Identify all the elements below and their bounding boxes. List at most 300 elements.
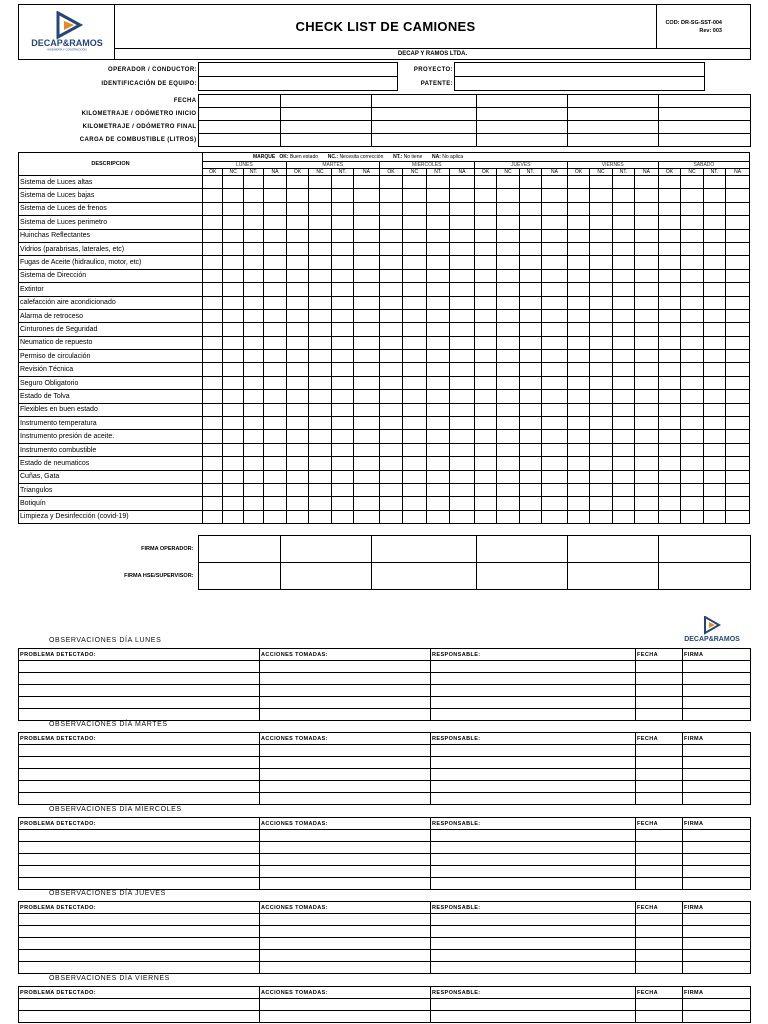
check-cell[interactable] <box>474 323 496 336</box>
check-cell[interactable] <box>567 296 589 309</box>
check-cell[interactable] <box>264 430 286 443</box>
check-cell[interactable] <box>681 483 703 496</box>
check-cell[interactable] <box>612 296 634 309</box>
observation-cell[interactable] <box>19 999 260 1011</box>
check-cell[interactable] <box>354 376 380 389</box>
check-cell[interactable] <box>590 483 612 496</box>
check-cell[interactable] <box>403 296 427 309</box>
check-cell[interactable] <box>635 309 659 322</box>
check-cell[interactable] <box>519 497 541 510</box>
check-cell[interactable] <box>567 189 589 202</box>
check-cell[interactable] <box>590 216 612 229</box>
check-cell[interactable] <box>474 497 496 510</box>
check-cell[interactable] <box>354 216 380 229</box>
observation-cell[interactable] <box>19 914 260 926</box>
observation-cell[interactable] <box>431 842 636 854</box>
check-cell[interactable] <box>590 510 612 523</box>
observation-cell[interactable] <box>19 757 260 769</box>
check-cell[interactable] <box>497 256 519 269</box>
check-cell[interactable] <box>658 229 680 242</box>
check-cell[interactable] <box>726 390 750 403</box>
check-cell[interactable] <box>426 216 450 229</box>
check-cell[interactable] <box>354 309 380 322</box>
observation-cell[interactable] <box>683 1011 751 1023</box>
fuel-cell[interactable] <box>371 134 476 147</box>
check-cell[interactable] <box>286 443 308 456</box>
check-cell[interactable] <box>542 483 568 496</box>
check-cell[interactable] <box>612 202 634 215</box>
check-cell[interactable] <box>519 510 541 523</box>
km-end-cell[interactable] <box>198 121 280 134</box>
check-cell[interactable] <box>243 283 263 296</box>
observation-cell[interactable] <box>683 685 751 697</box>
observation-cell[interactable] <box>636 661 683 673</box>
check-cell[interactable] <box>354 470 380 483</box>
observation-cell[interactable] <box>19 878 260 890</box>
observation-cell[interactable] <box>19 697 260 709</box>
check-cell[interactable] <box>519 443 541 456</box>
observation-cell[interactable] <box>431 878 636 890</box>
check-cell[interactable] <box>497 336 519 349</box>
check-cell[interactable] <box>202 510 222 523</box>
check-cell[interactable] <box>379 417 403 430</box>
check-cell[interactable] <box>379 350 403 363</box>
check-cell[interactable] <box>567 309 589 322</box>
check-cell[interactable] <box>474 242 496 255</box>
check-cell[interactable] <box>542 323 568 336</box>
observation-cell[interactable] <box>636 685 683 697</box>
observation-cell[interactable] <box>19 842 260 854</box>
observation-cell[interactable] <box>19 1011 260 1023</box>
observation-cell[interactable] <box>19 866 260 878</box>
check-cell[interactable] <box>243 483 263 496</box>
check-cell[interactable] <box>426 510 450 523</box>
check-cell[interactable] <box>703 376 725 389</box>
check-cell[interactable] <box>612 323 634 336</box>
check-cell[interactable] <box>681 510 703 523</box>
check-cell[interactable] <box>474 269 496 282</box>
check-cell[interactable] <box>223 417 243 430</box>
check-cell[interactable] <box>354 189 380 202</box>
check-cell[interactable] <box>243 202 263 215</box>
observation-cell[interactable] <box>431 950 636 962</box>
check-cell[interactable] <box>426 269 450 282</box>
check-cell[interactable] <box>497 403 519 416</box>
check-cell[interactable] <box>542 390 568 403</box>
check-cell[interactable] <box>474 309 496 322</box>
check-cell[interactable] <box>497 176 519 189</box>
check-cell[interactable] <box>497 510 519 523</box>
check-cell[interactable] <box>726 417 750 430</box>
km-start-cell[interactable] <box>280 108 371 121</box>
check-cell[interactable] <box>519 202 541 215</box>
check-cell[interactable] <box>450 309 475 322</box>
check-cell[interactable] <box>612 256 634 269</box>
check-cell[interactable] <box>590 350 612 363</box>
check-cell[interactable] <box>264 216 286 229</box>
check-cell[interactable] <box>658 376 680 389</box>
check-cell[interactable] <box>450 457 475 470</box>
check-cell[interactable] <box>450 202 475 215</box>
check-cell[interactable] <box>519 390 541 403</box>
observation-cell[interactable] <box>683 830 751 842</box>
check-cell[interactable] <box>612 216 634 229</box>
observation-cell[interactable] <box>683 745 751 757</box>
check-cell[interactable] <box>309 269 331 282</box>
observation-cell[interactable] <box>260 757 431 769</box>
check-cell[interactable] <box>354 323 380 336</box>
check-cell[interactable] <box>403 202 427 215</box>
observation-cell[interactable] <box>431 697 636 709</box>
check-cell[interactable] <box>635 229 659 242</box>
check-cell[interactable] <box>286 296 308 309</box>
date-cell[interactable] <box>371 95 476 108</box>
check-cell[interactable] <box>223 283 243 296</box>
check-cell[interactable] <box>403 390 427 403</box>
check-cell[interactable] <box>354 350 380 363</box>
check-cell[interactable] <box>223 483 243 496</box>
check-cell[interactable] <box>635 323 659 336</box>
check-cell[interactable] <box>474 483 496 496</box>
operator-signature-cell[interactable] <box>371 536 476 563</box>
check-cell[interactable] <box>354 336 380 349</box>
operator-field[interactable] <box>198 62 398 77</box>
check-cell[interactable] <box>703 242 725 255</box>
observation-cell[interactable] <box>683 962 751 974</box>
check-cell[interactable] <box>264 497 286 510</box>
check-cell[interactable] <box>286 483 308 496</box>
observation-cell[interactable] <box>19 793 260 805</box>
observation-cell[interactable] <box>683 757 751 769</box>
supervisor-signature-cell[interactable] <box>198 563 280 590</box>
check-cell[interactable] <box>703 269 725 282</box>
check-cell[interactable] <box>658 497 680 510</box>
check-cell[interactable] <box>202 189 222 202</box>
check-cell[interactable] <box>354 229 380 242</box>
check-cell[interactable] <box>354 176 380 189</box>
check-cell[interactable] <box>309 202 331 215</box>
check-cell[interactable] <box>264 363 286 376</box>
check-cell[interactable] <box>450 216 475 229</box>
check-cell[interactable] <box>379 296 403 309</box>
check-cell[interactable] <box>309 430 331 443</box>
check-cell[interactable] <box>497 350 519 363</box>
check-cell[interactable] <box>726 363 750 376</box>
check-cell[interactable] <box>567 336 589 349</box>
check-cell[interactable] <box>223 430 243 443</box>
check-cell[interactable] <box>403 256 427 269</box>
check-cell[interactable] <box>243 323 263 336</box>
check-cell[interactable] <box>264 323 286 336</box>
check-cell[interactable] <box>497 376 519 389</box>
observation-cell[interactable] <box>636 854 683 866</box>
check-cell[interactable] <box>331 256 353 269</box>
check-cell[interactable] <box>612 457 634 470</box>
operator-signature-cell[interactable] <box>198 536 280 563</box>
observation-cell[interactable] <box>19 830 260 842</box>
observation-cell[interactable] <box>19 661 260 673</box>
check-cell[interactable] <box>243 510 263 523</box>
check-cell[interactable] <box>223 363 243 376</box>
check-cell[interactable] <box>426 202 450 215</box>
check-cell[interactable] <box>658 510 680 523</box>
check-cell[interactable] <box>519 470 541 483</box>
check-cell[interactable] <box>243 256 263 269</box>
km-end-cell[interactable] <box>567 121 658 134</box>
observation-cell[interactable] <box>431 673 636 685</box>
check-cell[interactable] <box>519 363 541 376</box>
check-cell[interactable] <box>726 443 750 456</box>
check-cell[interactable] <box>474 363 496 376</box>
check-cell[interactable] <box>426 323 450 336</box>
check-cell[interactable] <box>542 283 568 296</box>
check-cell[interactable] <box>264 336 286 349</box>
check-cell[interactable] <box>223 202 243 215</box>
observation-cell[interactable] <box>260 926 431 938</box>
check-cell[interactable] <box>658 483 680 496</box>
check-cell[interactable] <box>635 350 659 363</box>
check-cell[interactable] <box>726 283 750 296</box>
observation-cell[interactable] <box>636 926 683 938</box>
check-cell[interactable] <box>243 176 263 189</box>
check-cell[interactable] <box>590 202 612 215</box>
check-cell[interactable] <box>474 229 496 242</box>
check-cell[interactable] <box>309 497 331 510</box>
check-cell[interactable] <box>542 309 568 322</box>
check-cell[interactable] <box>243 269 263 282</box>
check-cell[interactable] <box>612 470 634 483</box>
check-cell[interactable] <box>243 430 263 443</box>
check-cell[interactable] <box>612 336 634 349</box>
check-cell[interactable] <box>202 176 222 189</box>
check-cell[interactable] <box>450 229 475 242</box>
fuel-cell[interactable] <box>198 134 280 147</box>
check-cell[interactable] <box>590 376 612 389</box>
check-cell[interactable] <box>703 323 725 336</box>
check-cell[interactable] <box>286 497 308 510</box>
check-cell[interactable] <box>354 202 380 215</box>
observation-cell[interactable] <box>636 781 683 793</box>
observation-cell[interactable] <box>260 673 431 685</box>
check-cell[interactable] <box>590 242 612 255</box>
check-cell[interactable] <box>223 403 243 416</box>
check-cell[interactable] <box>403 350 427 363</box>
check-cell[interactable] <box>379 363 403 376</box>
check-cell[interactable] <box>567 443 589 456</box>
check-cell[interactable] <box>331 483 353 496</box>
check-cell[interactable] <box>497 390 519 403</box>
check-cell[interactable] <box>542 216 568 229</box>
observation-cell[interactable] <box>431 999 636 1011</box>
check-cell[interactable] <box>309 403 331 416</box>
check-cell[interactable] <box>567 497 589 510</box>
check-cell[interactable] <box>309 376 331 389</box>
check-cell[interactable] <box>474 376 496 389</box>
check-cell[interactable] <box>286 363 308 376</box>
observation-cell[interactable] <box>636 938 683 950</box>
check-cell[interactable] <box>403 510 427 523</box>
check-cell[interactable] <box>590 417 612 430</box>
check-cell[interactable] <box>379 189 403 202</box>
check-cell[interactable] <box>309 390 331 403</box>
check-cell[interactable] <box>202 457 222 470</box>
check-cell[interactable] <box>331 510 353 523</box>
check-cell[interactable] <box>567 229 589 242</box>
check-cell[interactable] <box>379 497 403 510</box>
check-cell[interactable] <box>331 269 353 282</box>
observation-cell[interactable] <box>431 914 636 926</box>
check-cell[interactable] <box>264 403 286 416</box>
check-cell[interactable] <box>497 483 519 496</box>
check-cell[interactable] <box>703 350 725 363</box>
check-cell[interactable] <box>403 336 427 349</box>
check-cell[interactable] <box>590 189 612 202</box>
check-cell[interactable] <box>635 242 659 255</box>
observation-cell[interactable] <box>636 709 683 721</box>
observation-cell[interactable] <box>683 914 751 926</box>
check-cell[interactable] <box>542 457 568 470</box>
check-cell[interactable] <box>474 457 496 470</box>
check-cell[interactable] <box>403 376 427 389</box>
check-cell[interactable] <box>286 283 308 296</box>
check-cell[interactable] <box>681 457 703 470</box>
check-cell[interactable] <box>426 296 450 309</box>
check-cell[interactable] <box>726 216 750 229</box>
observation-cell[interactable] <box>260 950 431 962</box>
check-cell[interactable] <box>331 497 353 510</box>
check-cell[interactable] <box>474 202 496 215</box>
check-cell[interactable] <box>264 417 286 430</box>
check-cell[interactable] <box>658 457 680 470</box>
check-cell[interactable] <box>567 510 589 523</box>
check-cell[interactable] <box>264 189 286 202</box>
check-cell[interactable] <box>474 256 496 269</box>
observation-cell[interactable] <box>636 793 683 805</box>
check-cell[interactable] <box>658 242 680 255</box>
check-cell[interactable] <box>403 497 427 510</box>
date-cell[interactable] <box>198 95 280 108</box>
observation-cell[interactable] <box>683 697 751 709</box>
check-cell[interactable] <box>403 323 427 336</box>
check-cell[interactable] <box>426 363 450 376</box>
date-cell[interactable] <box>280 95 371 108</box>
check-cell[interactable] <box>658 417 680 430</box>
observation-cell[interactable] <box>431 709 636 721</box>
check-cell[interactable] <box>331 309 353 322</box>
check-cell[interactable] <box>286 350 308 363</box>
check-cell[interactable] <box>354 403 380 416</box>
observation-cell[interactable] <box>260 745 431 757</box>
check-cell[interactable] <box>202 283 222 296</box>
check-cell[interactable] <box>612 417 634 430</box>
check-cell[interactable] <box>635 430 659 443</box>
check-cell[interactable] <box>223 390 243 403</box>
check-cell[interactable] <box>331 229 353 242</box>
supervisor-signature-cell[interactable] <box>476 563 567 590</box>
check-cell[interactable] <box>264 510 286 523</box>
check-cell[interactable] <box>426 336 450 349</box>
km-end-cell[interactable] <box>371 121 476 134</box>
observation-cell[interactable] <box>19 926 260 938</box>
check-cell[interactable] <box>519 216 541 229</box>
check-cell[interactable] <box>243 363 263 376</box>
km-start-cell[interactable] <box>658 108 750 121</box>
check-cell[interactable] <box>681 323 703 336</box>
check-cell[interactable] <box>726 256 750 269</box>
observation-cell[interactable] <box>636 1011 683 1023</box>
check-cell[interactable] <box>635 443 659 456</box>
check-cell[interactable] <box>309 229 331 242</box>
observation-cell[interactable] <box>260 1011 431 1023</box>
check-cell[interactable] <box>354 483 380 496</box>
check-cell[interactable] <box>450 470 475 483</box>
check-cell[interactable] <box>426 376 450 389</box>
check-cell[interactable] <box>681 390 703 403</box>
observation-cell[interactable] <box>19 950 260 962</box>
operator-signature-cell[interactable] <box>280 536 371 563</box>
check-cell[interactable] <box>379 283 403 296</box>
observation-cell[interactable] <box>19 781 260 793</box>
check-cell[interactable] <box>243 229 263 242</box>
check-cell[interactable] <box>519 242 541 255</box>
check-cell[interactable] <box>264 269 286 282</box>
check-cell[interactable] <box>681 470 703 483</box>
check-cell[interactable] <box>403 242 427 255</box>
check-cell[interactable] <box>474 189 496 202</box>
check-cell[interactable] <box>286 470 308 483</box>
check-cell[interactable] <box>542 497 568 510</box>
check-cell[interactable] <box>567 283 589 296</box>
check-cell[interactable] <box>635 403 659 416</box>
check-cell[interactable] <box>567 202 589 215</box>
check-cell[interactable] <box>354 296 380 309</box>
check-cell[interactable] <box>497 242 519 255</box>
check-cell[interactable] <box>612 403 634 416</box>
check-cell[interactable] <box>379 457 403 470</box>
check-cell[interactable] <box>658 350 680 363</box>
check-cell[interactable] <box>331 376 353 389</box>
observation-cell[interactable] <box>683 938 751 950</box>
observation-cell[interactable] <box>431 745 636 757</box>
check-cell[interactable] <box>726 202 750 215</box>
check-cell[interactable] <box>286 242 308 255</box>
check-cell[interactable] <box>403 430 427 443</box>
check-cell[interactable] <box>635 176 659 189</box>
check-cell[interactable] <box>264 296 286 309</box>
check-cell[interactable] <box>354 390 380 403</box>
check-cell[interactable] <box>202 483 222 496</box>
equipment-id-field[interactable] <box>198 76 398 91</box>
check-cell[interactable] <box>354 363 380 376</box>
check-cell[interactable] <box>681 443 703 456</box>
check-cell[interactable] <box>590 470 612 483</box>
observation-cell[interactable] <box>683 793 751 805</box>
check-cell[interactable] <box>243 497 263 510</box>
check-cell[interactable] <box>542 417 568 430</box>
observation-cell[interactable] <box>431 793 636 805</box>
check-cell[interactable] <box>223 350 243 363</box>
observation-cell[interactable] <box>260 938 431 950</box>
check-cell[interactable] <box>474 390 496 403</box>
observation-cell[interactable] <box>636 745 683 757</box>
check-cell[interactable] <box>450 296 475 309</box>
check-cell[interactable] <box>474 443 496 456</box>
check-cell[interactable] <box>474 417 496 430</box>
observation-cell[interactable] <box>260 697 431 709</box>
check-cell[interactable] <box>331 430 353 443</box>
observation-cell[interactable] <box>260 685 431 697</box>
check-cell[interactable] <box>223 470 243 483</box>
